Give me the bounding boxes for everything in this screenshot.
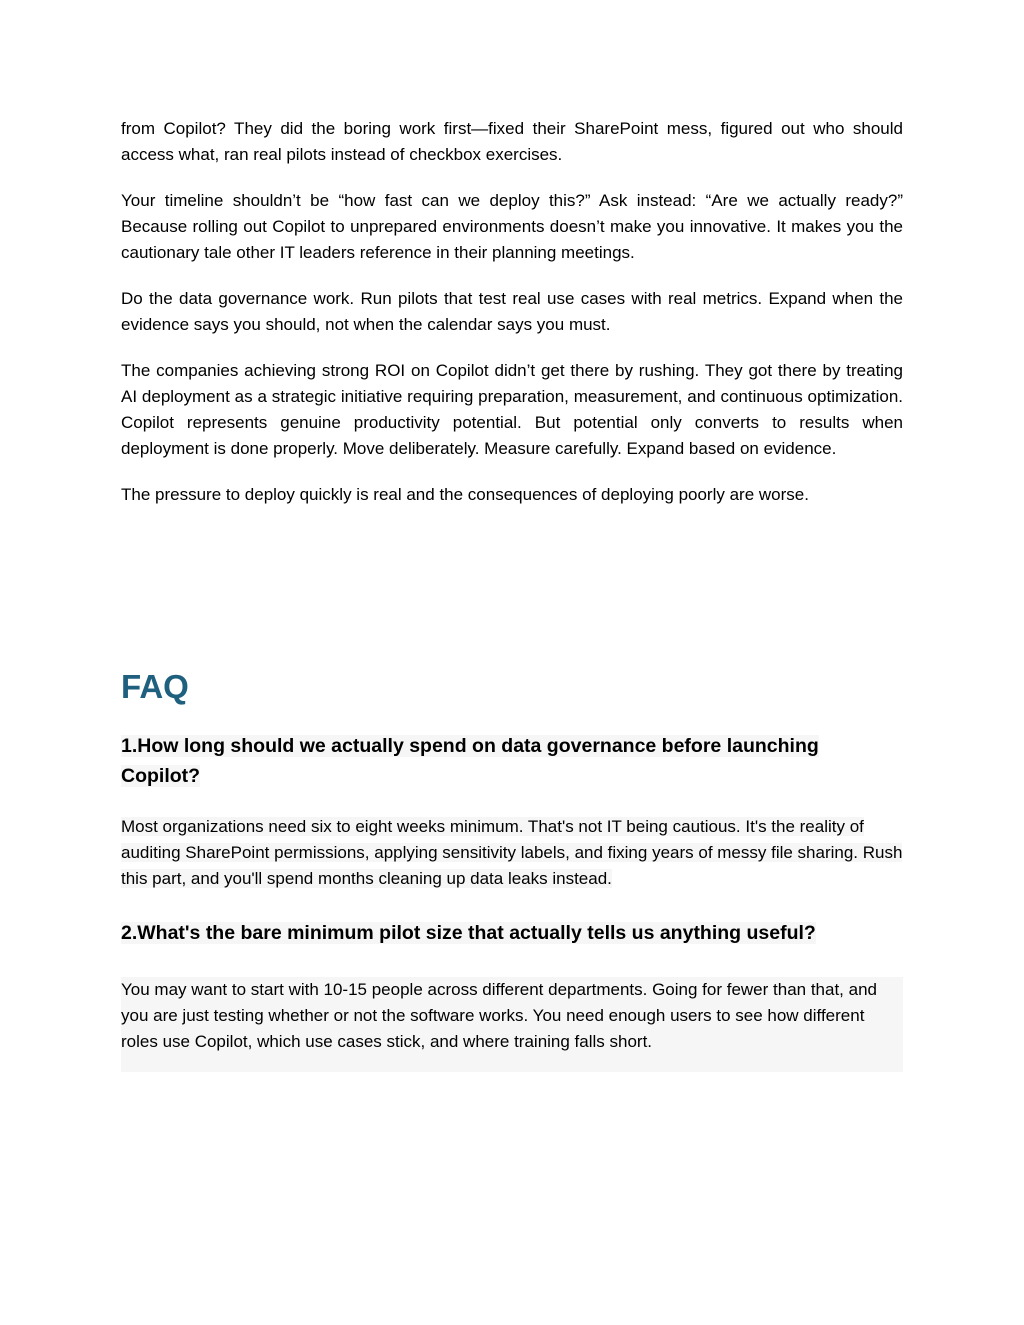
body-paragraph-5: The pressure to deploy quickly is real and the consequences of deploying poorly are worse. bbox=[121, 485, 809, 504]
faq-question-2-text: 2.What's the bare minimum pilot size that actually tells us anything useful? bbox=[121, 922, 816, 944]
article-body bbox=[121, 116, 903, 508]
body-paragraph-4: The companies achieving strong ROI on Copilot didn’t get there by rushing. They got there by treating AI deployment as a strategic initiative requiring preparation, measurement, and continuous optimization. Copilot represents genuine productivity potential. But potential only converts to results when deployment is done properly. Move deliberately. Measure carefully. Expand based on evidence. bbox=[121, 361, 903, 458]
faq-answer-1 bbox=[121, 814, 903, 892]
faq-question-2 bbox=[121, 918, 903, 948]
faq-question-1 bbox=[121, 731, 903, 791]
faq-question-1-text: 1.How long should we actually spend on data governance before launching Copilot? bbox=[121, 735, 819, 787]
faq-answer-2-highlight-block bbox=[121, 977, 903, 1072]
body-paragraph-2: Your timeline shouldn’t be “how fast can we deploy this?” Ask instead: “Are we actually ready?” Because rolling out Copilot to unprepared environments doesn’t make you innovative. It makes you the cautionary tale other IT leaders reference in their planning meetings. bbox=[121, 191, 903, 262]
body-paragraph-3: Do the data governance work. Run pilots that test real use cases with real metrics. Expand when the evidence says you should, not when the calendar says you must. bbox=[121, 289, 903, 334]
faq-heading: FAQ bbox=[121, 668, 189, 705]
faq-answer-2: You may want to start with 10-15 people across different departments. Going for fewer than that, and you are just testing whether or not the software works. You need enough users to see how different roles use Copilot, which use cases stick, and where training falls short. bbox=[121, 980, 877, 1051]
faq-answer-1-text: Most organizations need six to eight weeks minimum. That's not IT being cautious. It's the reality of auditing SharePoint permissions, applying sensitivity labels, and fixing years of messy file sharing. Rush this part, and you'll spend months cleaning up data leaks instead. bbox=[121, 817, 903, 888]
faq-section bbox=[121, 667, 903, 1072]
body-paragraph-1: from Copilot? They did the boring work first—fixed their SharePoint mess, figured out who should access what, ran real pilots instead of checkbox exercises. bbox=[121, 119, 903, 164]
